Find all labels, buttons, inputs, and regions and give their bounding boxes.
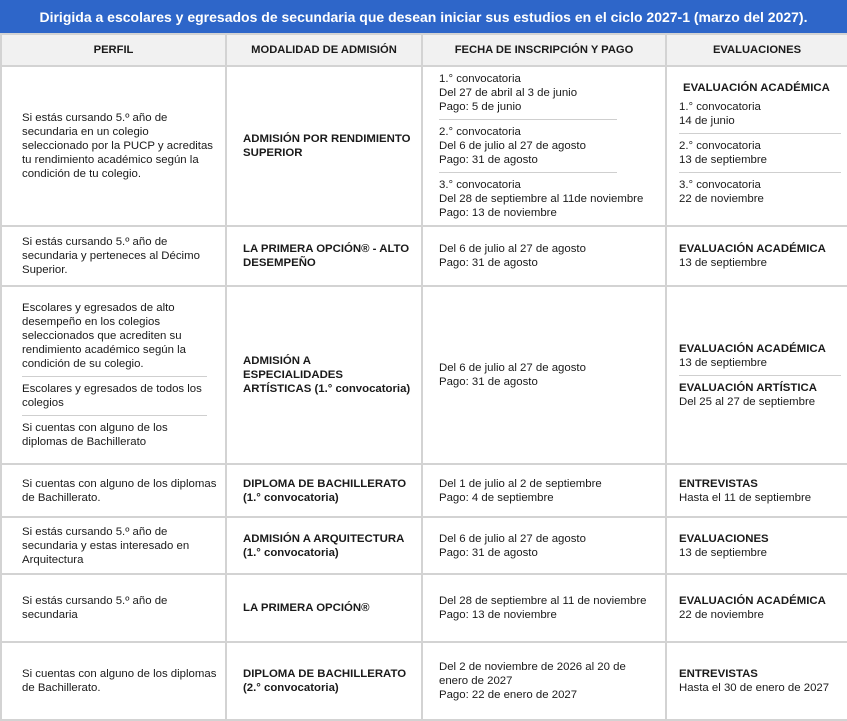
evaluacion-date: 13 de septiembre bbox=[679, 154, 768, 166]
pago-date: Pago: 31 de agosto bbox=[439, 376, 538, 388]
evaluacion-block bbox=[679, 172, 841, 211]
evaluacion-date: 22 de noviembre bbox=[679, 193, 764, 205]
fecha-cell bbox=[422, 642, 666, 720]
inscripcion-dates: Del 6 de julio al 27 de agosto bbox=[439, 532, 586, 545]
fecha-cell bbox=[422, 464, 666, 517]
perfil-cell bbox=[1, 574, 226, 642]
header-evaluaciones: EVALUACIONES bbox=[666, 34, 847, 66]
modalidad-text: DIPLOMA DE BACHILLERATO (1.° convocatoria) bbox=[243, 477, 407, 504]
pago-date: Pago: 4 de septiembre bbox=[439, 491, 554, 504]
evaluaciones-cell bbox=[666, 66, 847, 226]
perfil-cell bbox=[1, 66, 226, 226]
evaluacion-title: EVALUACIÓN ACADÉMICA bbox=[679, 342, 826, 355]
evaluacion-date: 13 de septiembre bbox=[679, 356, 768, 369]
perfil-text: Si estás cursando 5.º año de secundaria bbox=[22, 595, 168, 621]
evaluacion-date: 14 de junio bbox=[679, 115, 735, 127]
inscripcion-dates: Del 2 de noviembre de 2026 al 20 de enero de 2027 bbox=[439, 661, 626, 687]
pago-date: Pago: 5 de junio bbox=[439, 101, 522, 113]
evaluacion-date: Hasta el 30 de enero de 2027 bbox=[679, 682, 830, 694]
modalidad-cell bbox=[226, 642, 422, 720]
header-fecha: FECHA DE INSCRIPCIÓN Y PAGO bbox=[422, 34, 666, 66]
table-row bbox=[1, 226, 847, 286]
evaluacion-title: EVALUACIÓN ACADÉMICA bbox=[679, 595, 826, 607]
modalidad-text: ADMISIÓN POR RENDIMIENTO SUPERIOR bbox=[243, 133, 411, 159]
modalidad-text: DIPLOMA DE BACHILLERATO (2.° convocatoria) bbox=[243, 668, 407, 694]
evaluacion-title: EVALUACIONES bbox=[679, 532, 769, 545]
fecha-cell bbox=[422, 66, 666, 226]
convocatoria-block bbox=[439, 67, 617, 119]
modalidad-cell bbox=[226, 66, 422, 226]
modalidad-text: ADMISIÓN A ARQUITECTURA (1.° convocatoria) bbox=[243, 532, 404, 559]
convocatoria-label: 3.° convocatoria bbox=[439, 179, 521, 191]
inscripcion-dates: Del 28 de septiembre al 11de noviembre bbox=[439, 193, 644, 205]
perfil-cell bbox=[1, 642, 226, 720]
evaluacion-date: Del 25 al 27 de septiembre bbox=[679, 395, 816, 408]
evaluaciones-cell bbox=[666, 464, 847, 517]
convocatoria-label: 3.° convocatoria bbox=[679, 179, 761, 191]
evaluacion-block bbox=[679, 375, 841, 414]
modalidad-text: ADMISIÓN A ESPECIALIDADES ARTÍSTICAS (1.° convocatoria) bbox=[243, 355, 411, 395]
evaluaciones-cell bbox=[666, 574, 847, 642]
evaluacion-date: Hasta el 11 de septiembre bbox=[679, 491, 812, 504]
evaluaciones-cell bbox=[666, 642, 847, 720]
pago-date: Pago: 13 de noviembre bbox=[439, 609, 557, 621]
fecha-cell bbox=[422, 226, 666, 286]
evaluacion-date: 13 de septiembre bbox=[679, 546, 768, 559]
table-header-row bbox=[1, 34, 847, 66]
convocatoria-label: 2.° convocatoria bbox=[439, 126, 521, 138]
table-row bbox=[1, 642, 847, 720]
perfil-cell bbox=[1, 517, 226, 574]
evaluacion-date: 13 de septiembre bbox=[679, 257, 768, 269]
evaluaciones-cell bbox=[666, 517, 847, 574]
perfil-cell bbox=[1, 226, 226, 286]
fecha-cell bbox=[422, 574, 666, 642]
evaluaciones-cell bbox=[666, 226, 847, 286]
perfil-text: Si cuentas con alguno de los diplomas de Bachillerato. bbox=[22, 477, 217, 504]
table-row bbox=[1, 517, 847, 574]
modalidad-cell bbox=[226, 286, 422, 464]
perfil-text: Si estás cursando 5.º año de secundaria y estas interesado en Arquitectura bbox=[22, 525, 190, 566]
convocatoria-label: 1.° convocatoria bbox=[679, 101, 761, 113]
pago-date: Pago: 31 de agosto bbox=[439, 154, 538, 166]
perfil-text: Si cuentas con alguno de los diplomas de Bachillerato. bbox=[22, 668, 217, 694]
header-perfil: PERFIL bbox=[1, 34, 226, 66]
evaluacion-block bbox=[679, 337, 841, 375]
evaluacion-date: 22 de noviembre bbox=[679, 609, 764, 621]
inscripcion-dates: Del 6 de julio al 27 de agosto bbox=[439, 362, 586, 374]
evaluacion-title: EVALUACIÓN ARTÍSTICA bbox=[679, 381, 817, 394]
inscripcion-dates: Del 27 de abril al 3 de junio bbox=[439, 87, 578, 99]
modalidad-cell bbox=[226, 464, 422, 517]
evaluacion-title: ENTREVISTAS bbox=[679, 477, 758, 490]
perfil-text: Si estás cursando 5.º año de secundaria en un colegio seleccionado por la PUCP y acreditas tu rendimiento académico según la condición de tu colegio. bbox=[22, 112, 213, 180]
convocatoria-block bbox=[439, 119, 617, 172]
evaluacion-title: EVALUACIÓN ACADÉMICA bbox=[683, 82, 830, 94]
evaluacion-title: EVALUACIÓN ACADÉMICA bbox=[679, 243, 826, 255]
evaluaciones-cell bbox=[666, 286, 847, 464]
perfil-part: Escolares y egresados de alto desempeño en los colegios seleccionados que acrediten su rendimiento académico según la condición de su colegio. bbox=[22, 302, 186, 370]
pago-date: Pago: 31 de agosto bbox=[439, 257, 538, 269]
page-title-banner: Dirigida a escolares y egresados de secundaria que desean iniciar sus estudios en el ciclo 2027-1 (marzo del 2027). bbox=[0, 0, 847, 33]
perfil-cell bbox=[1, 286, 226, 464]
perfil-part: Si cuentas con alguno de los diplomas de Bachillerato bbox=[22, 415, 207, 454]
pago-date: Pago: 22 de enero de 2027 bbox=[439, 689, 578, 701]
modalidad-cell bbox=[226, 517, 422, 574]
convocatoria-block bbox=[439, 172, 644, 225]
modalidad-cell bbox=[226, 574, 422, 642]
admission-table bbox=[0, 33, 847, 721]
inscripcion-dates: Del 28 de septiembre al 11 de noviembre bbox=[439, 595, 647, 607]
perfil-cell bbox=[1, 464, 226, 517]
header-modalidad: MODALIDAD DE ADMISIÓN bbox=[226, 34, 422, 66]
modalidad-cell bbox=[226, 226, 422, 286]
table-row bbox=[1, 66, 847, 226]
evaluacion-block bbox=[679, 133, 841, 172]
table-row bbox=[1, 464, 847, 517]
perfil-text: Si estás cursando 5.º año de secundaria y perteneces al Décimo Superior. bbox=[22, 236, 200, 276]
evaluacion-block bbox=[679, 95, 841, 133]
table-row bbox=[1, 286, 847, 464]
inscripcion-dates: Del 1 de julio al 2 de septiembre bbox=[439, 477, 602, 490]
evaluacion-title: ENTREVISTAS bbox=[679, 668, 758, 680]
convocatoria-label: 1.° convocatoria bbox=[439, 73, 521, 85]
fecha-cell bbox=[422, 286, 666, 464]
convocatoria-label: 2.° convocatoria bbox=[679, 140, 761, 152]
fecha-cell bbox=[422, 517, 666, 574]
pago-date: Pago: 13 de noviembre bbox=[439, 207, 557, 219]
table-row bbox=[1, 574, 847, 642]
inscripcion-dates: Del 6 de julio al 27 de agosto bbox=[439, 243, 586, 255]
modalidad-text: LA PRIMERA OPCIÓN® - ALTO DESEMPEÑO bbox=[243, 243, 410, 269]
modalidad-text: LA PRIMERA OPCIÓN® bbox=[243, 602, 370, 614]
inscripcion-dates: Del 6 de julio al 27 de agosto bbox=[439, 140, 586, 152]
perfil-part: Escolares y egresados de todos los colegios bbox=[22, 376, 207, 415]
pago-date: Pago: 31 de agosto bbox=[439, 546, 538, 559]
